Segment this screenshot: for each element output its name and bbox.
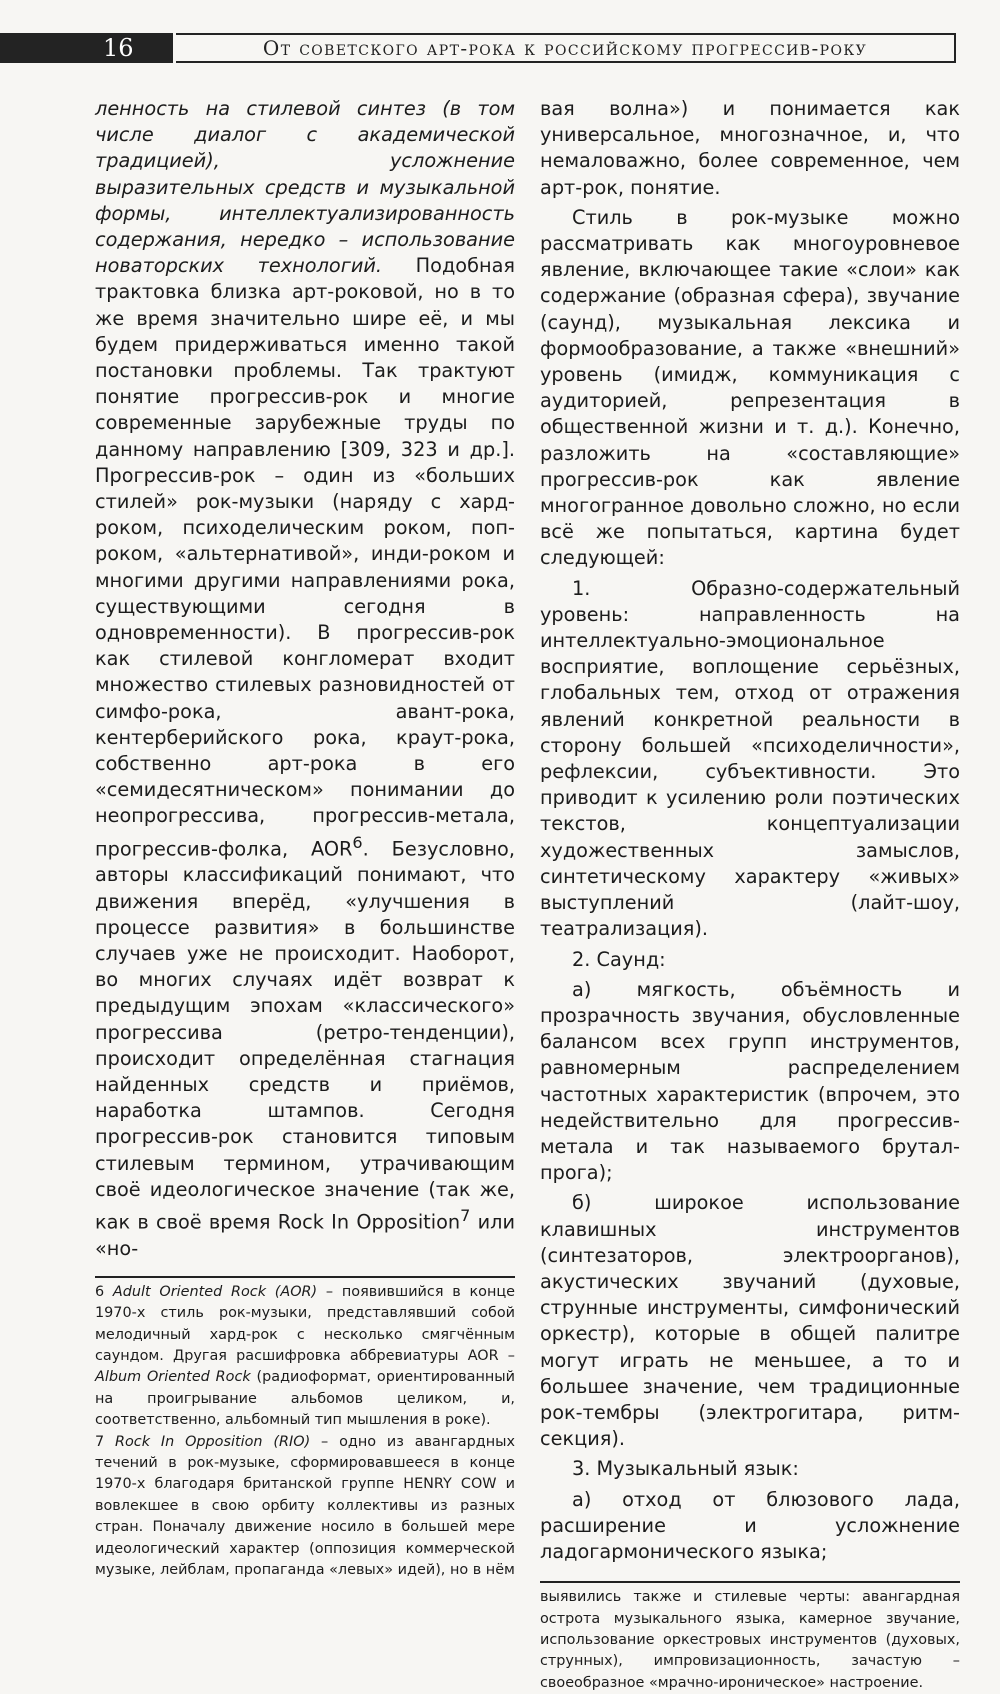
left-italic-lead: ленность на стилевой синтез (в том числе диалог с академической традицией), усложнение выразительных средств и музыкальной формы, интеллектуализированность содержания, нередко – использование новаторских технологий. bbox=[95, 97, 515, 278]
left-paragraph bbox=[95, 96, 515, 1262]
page-header bbox=[0, 33, 960, 63]
footnotes-left bbox=[95, 1282, 515, 1582]
left-column bbox=[95, 96, 515, 1581]
footnote-rule-left bbox=[95, 1276, 515, 1278]
footnote-6-term: Adult Oriented Rock (AOR) bbox=[112, 1283, 318, 1300]
list-item-2a: а) мягкость, объёмность и прозрачность звучания, обусловленные балансом всех групп инструментов, равномерным распределением частотных характеристик (впрочем, это недействительно для прогрессив-метала и так называемого брутал-прога); bbox=[540, 977, 960, 1185]
right-column bbox=[540, 96, 960, 1694]
footnote-ref-6[interactable]: 6 bbox=[352, 832, 363, 852]
list-item-2: 2. Саунд: bbox=[572, 947, 666, 971]
footnote-6-term2: Album Oriented Rock bbox=[95, 1369, 251, 1386]
running-title: От советского арт-рока к российскому прогрессив-року bbox=[176, 33, 956, 63]
list-item-2b: б) широкое использование клавишных инструментов (синтезаторов, электроорганов), акустических звучаний (духовые, струнные инструменты, симфонический оркестр), которые в общей палитре могут играть не меньшее, а то и большее значение, чем традиционные рок-тембры (электрогитара, ритм-секция). bbox=[540, 1191, 960, 1451]
list-item-3a: а) отход от блюзового лада, расширение и усложнение ладогармонического языка; bbox=[540, 1487, 960, 1563]
footnote-rule-right bbox=[540, 1581, 960, 1583]
paragraph-continuation: вая волна») и понимается как универсальное, многозначное, и, что немаловажно, более современное, чем арт-рок, понятие. bbox=[540, 97, 960, 199]
right-body bbox=[540, 96, 960, 1565]
footnote-7-term: Rock In Opposition (RIO) bbox=[115, 1433, 311, 1450]
footnote-7: 7 Rock In Opposition (RIO) – одно из авангардных течений в рок-музыке, сформировавшееся в конце 1970-х благодаря британской группе HENRY COW и вовлекшее в свою орбиту коллективы из разных стран. Поначалу движение носило в большей мере идеологический характер (оппозиция коммерческой музыке, лейблам, пропаганда «левых» идей), но в нём bbox=[95, 1433, 516, 1579]
page-number-box bbox=[0, 33, 173, 63]
left-text-b: . Безусловно, авторы классификаций понимают, что движения вперёд, «улучшения в процессе развития» в большинстве случаев уже не происходит. Наоборот, во многих случаях идёт возврат к предыдущим эпохам «классического» прогрессива (ретро-тенденции), происходит определённая стагнация найденных средств и приёмов, наработка штампов. Сегодня прогрессив-рок становится типовым стилевым термином, утрачивающим своё идеологическое значение (так же, как в своё время Rock In Opposition bbox=[95, 837, 515, 1234]
footnote-right bbox=[540, 1587, 960, 1694]
left-body bbox=[95, 96, 515, 1262]
paragraph-style: Стиль в рок-музыке можно рассматривать как многоуровневое явление, включающее такие «слои» как содержание (образная сфера), звучание (саунд), музыкальная лексика и формообразование, а также «внешний» уровень (имидж, коммуникация с аудиторией, репрезентация в общественной жизни и т. д.). Конечно, разложить на «составляющие» прогрессив-рок как явление многогранное довольно сложно, но если всё же попытаться, картина будет следующей: bbox=[540, 205, 960, 570]
page-number: 16 bbox=[103, 34, 134, 62]
left-text-a: Подобная трактовка близка арт-роковой, но в то же время значительно шире её, и мы будем придерживаться именно такой постановки проблемы. Так трактуют понятие прогрессив-рок и многие современные зарубежные труды по данному направлению [309, 323 и др.]. Прогрессив-рок – один из «больших стилей» рок-музыки (наряду с хард-роком, психоделическим роком, поп-роком, «альтернативой», инди-роком и многими другими направлениями рока, существующими сегодня в одновременности). В прогрессив-рок как стилевой конгломерат входит множество стилевых разновидностей от симфо-рока, авант-рока, кентерберийского рока, краут-рока, собственно арт-рока в его «семидесятническом» понимании до неопрогрессива, прогрессив-метала, прогрессив-фолка, AOR bbox=[95, 254, 516, 861]
left-text-c: или «но- bbox=[95, 1210, 515, 1260]
footnote-6: 6 Adult Oriented Rock (AOR) – появившийся в конце 1970-х стиль рок-музыки, представлявший собой мелодичный хард-рок с несколько смягчённым саундом. Другая расшифровка аббревиатуры AOR – Album Oriented Rock (радиоформат, ориентированный на проигрывание альбомов целиком, и, соответственно, альбомный тип мышления в роке). bbox=[95, 1283, 515, 1429]
footnote-ref-7[interactable]: 7 bbox=[460, 1205, 471, 1225]
footnote-7-continuation: выявились также и стилевые черты: авангардная острота музыкального языка, камерное звучание, использование оркестровых инструментов (духовых, струнных), импровизационность, зачастую – своеобразное «мрачно-ироническое» настроение. bbox=[540, 1589, 960, 1691]
list-item-3: 3. Музыкальный язык: bbox=[572, 1457, 799, 1481]
list-item-1: 1. Образно-содержательный уровень: направленность на интеллектуально-эмоциональное восприятие, воплощение серьёзных, глобальных тем, отход от отражения явлений конкретной реальности в сторону большей «психоделичности», рефлексии, субъективности. Это приводит к усилению роли поэтических текстов, концептуализации художественных замыслов, синтетическому характеру «живых» выступлений (лайт-шоу, театрализация). bbox=[540, 576, 960, 941]
